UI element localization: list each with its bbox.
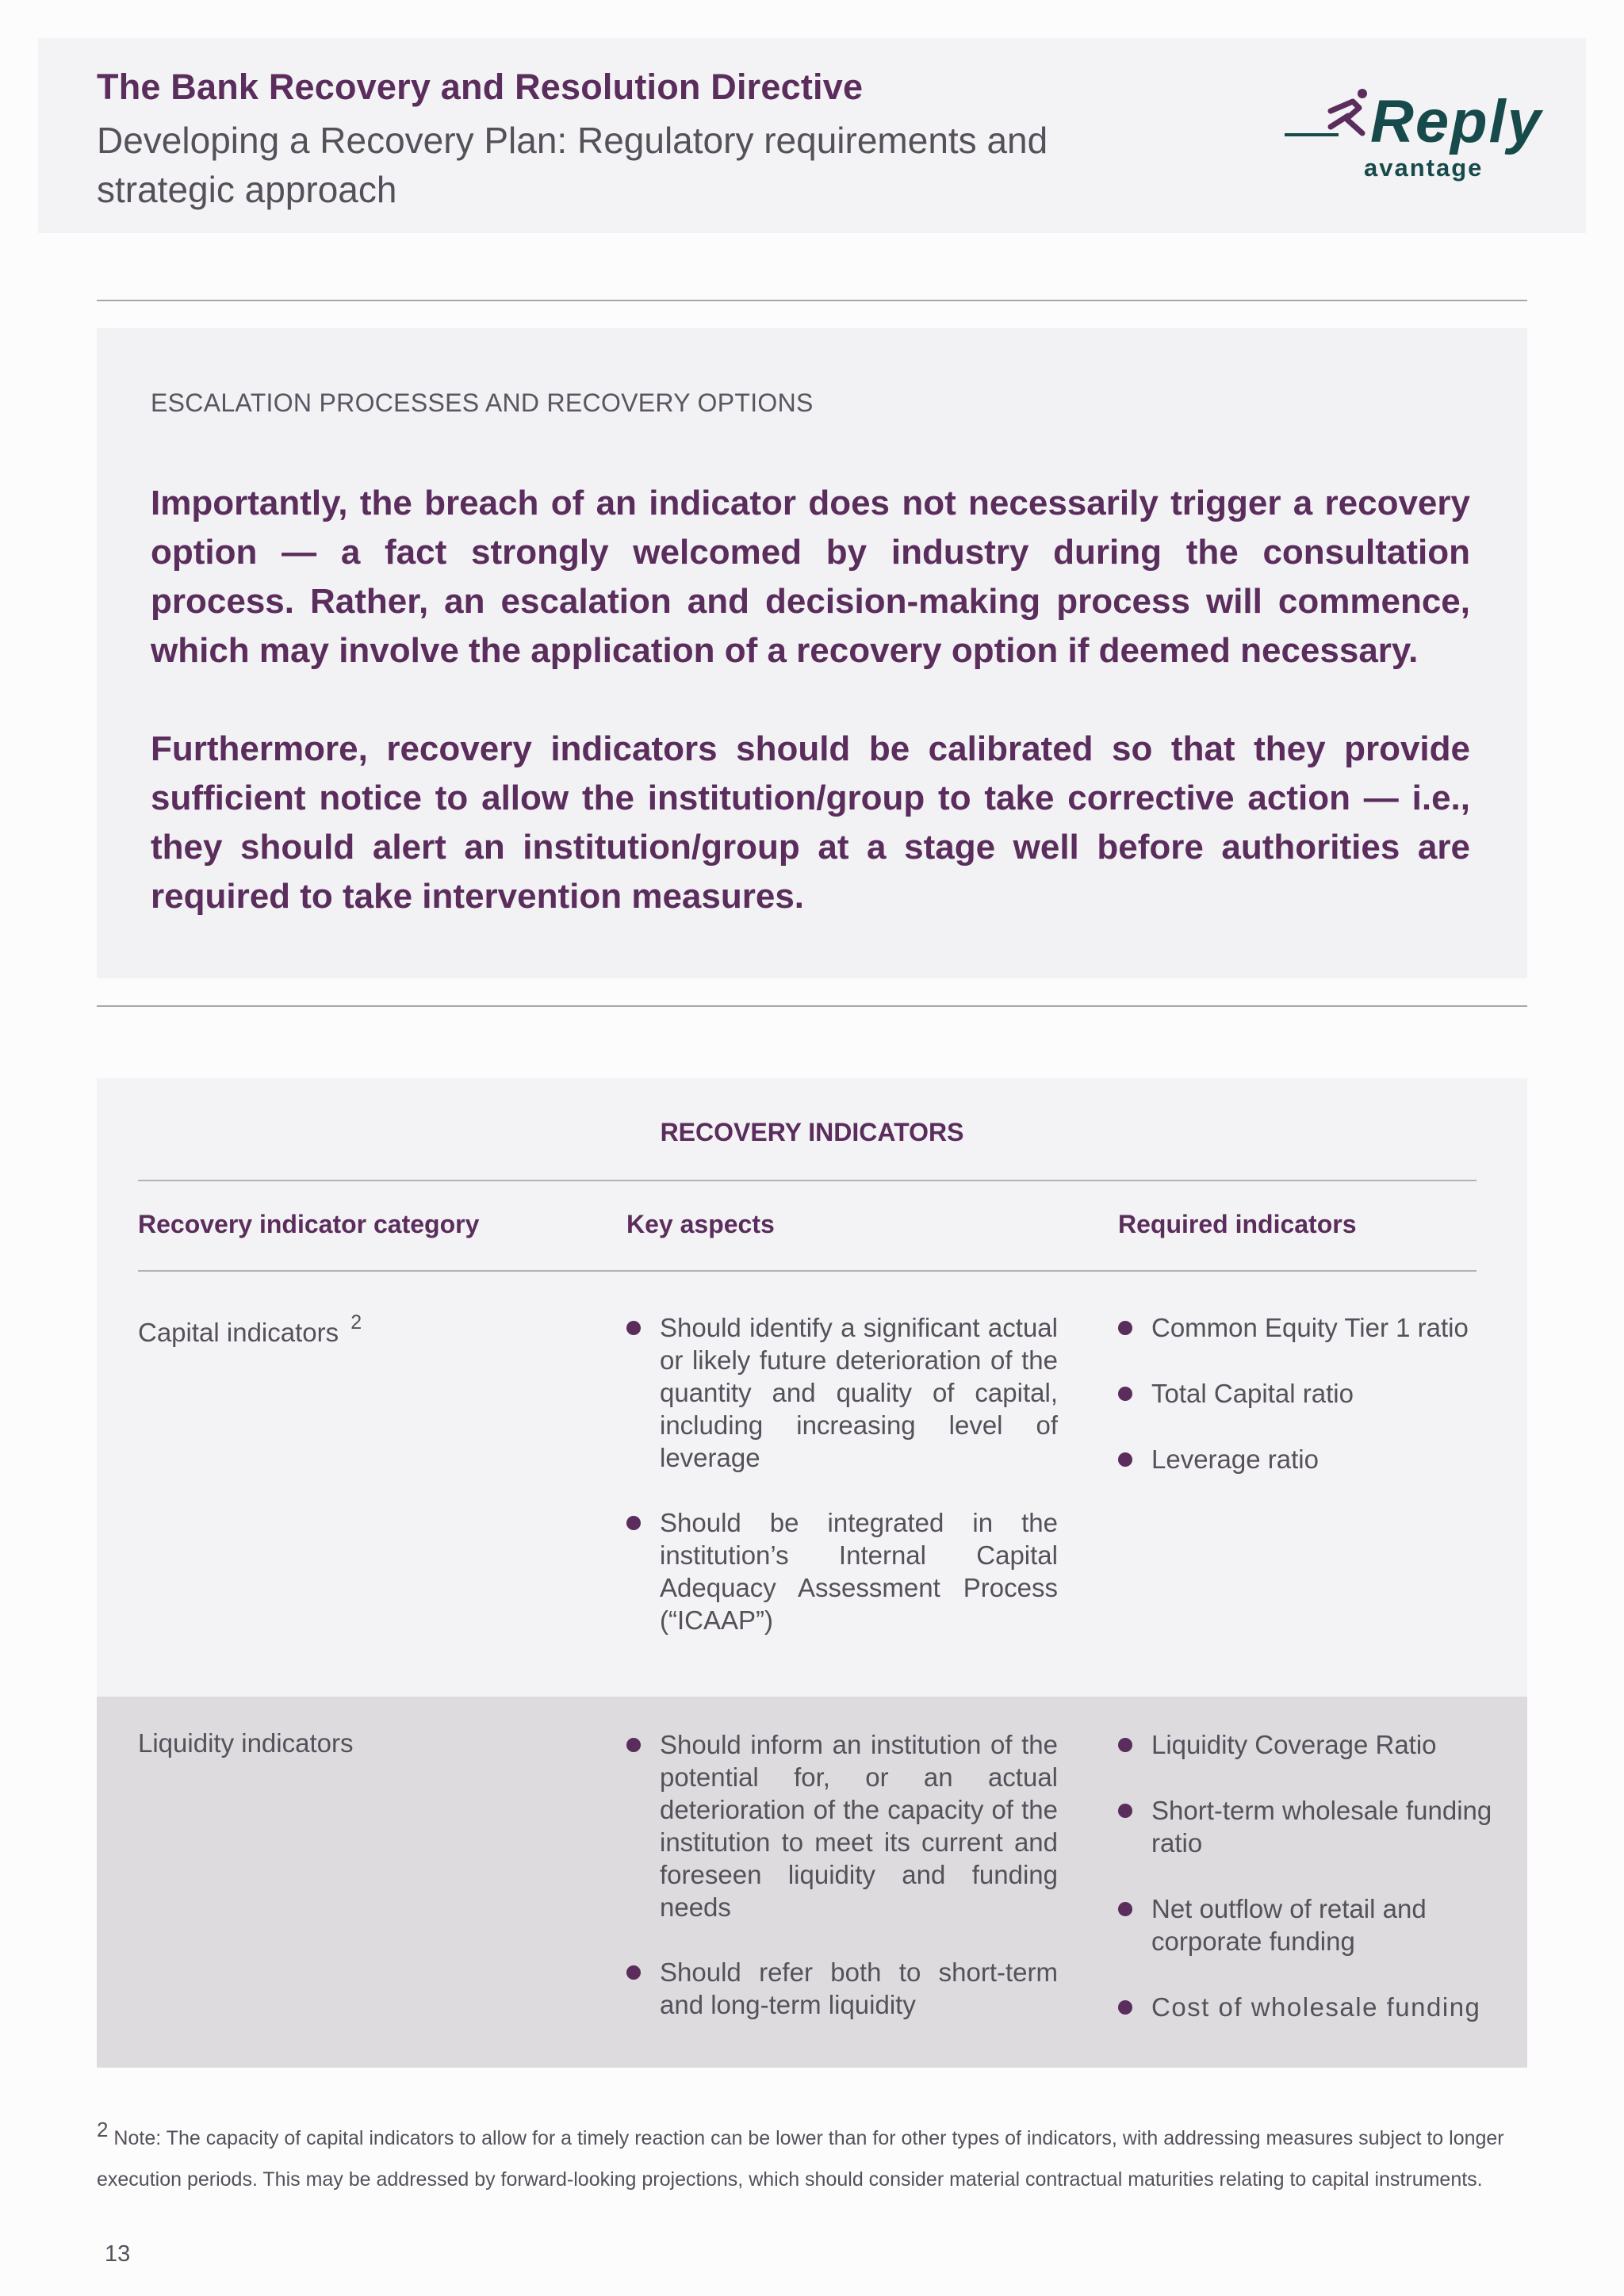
category-label: Capital indicators	[138, 1318, 339, 1347]
capital-required-indicators	[1118, 1311, 1483, 1475]
list-item: Leverage ratio	[1118, 1443, 1483, 1475]
document-title: The Bank Recovery and Resolution Directive	[97, 67, 864, 107]
section-divider-top	[97, 300, 1527, 301]
bullet-icon	[626, 1516, 641, 1530]
list-item: Liquidity Coverage Ratio	[1118, 1728, 1610, 1761]
row-category-liquidity: Liquidity indicators	[138, 1728, 354, 1758]
liquidity-key-aspects	[626, 1728, 1058, 2021]
liquidity-required-indicators	[1118, 1728, 1610, 2023]
table-header-top-rule	[138, 1180, 1477, 1181]
column-header-key-aspects: Key aspects	[626, 1210, 775, 1238]
escalation-panel	[97, 328, 1527, 978]
escalation-heading: ESCALATION PROCESSES AND RECOVERY OPTIONS	[151, 388, 814, 417]
bullet-icon	[1118, 1452, 1132, 1467]
escalation-paragraph-1: Importantly, the breach of an indicator does not necessarily trigger a recovery option — a fact strongly welcomed by industry during the consultation process. Rather, an escalation and decision-making process will commence, which may involve the application of a recovery option if deemed necessary.	[151, 484, 1470, 670]
list-item: Should inform an institution of the potential for, or an actual deterioration of the capacity of the institution to meet its current and foreseen liquidity and funding needs	[626, 1728, 1058, 1923]
bullet-icon	[1118, 1738, 1132, 1752]
row-category-capital	[138, 1311, 362, 1348]
document-subtitle: Developing a Recovery Plan: Regulatory requirements and strategic approach	[97, 120, 1048, 210]
list-item: Short-term wholesale funding ratio	[1118, 1794, 1500, 1859]
runner-logo-icon	[1283, 87, 1378, 143]
bullet-icon	[626, 1965, 641, 1980]
footnote-text: Note: The capacity of capital indicators to allow for a timely reaction can be lower than for other types of indicators, with addressing measures subject to longer execution periods. This may be addressed by forward-looking projections, which should consider material contractual maturities relating to capital instruments.	[97, 2127, 1504, 2191]
reply-avantage-logo	[1283, 87, 1542, 190]
logo-wordmark: Reply	[1370, 88, 1542, 155]
table-row-liquidity	[97, 1697, 1527, 2068]
footnote-mark: 2	[97, 2118, 109, 2141]
bullet-icon	[626, 1738, 641, 1752]
section-divider-bottom	[97, 1005, 1527, 1007]
table-title: RECOVERY INDICATORS	[660, 1118, 964, 1146]
list-item: Net outflow of retail and corporate funding	[1118, 1892, 1500, 1957]
bullet-icon	[1118, 1387, 1132, 1401]
page-number: 13	[105, 2241, 131, 2267]
escalation-paragraph-2: Furthermore, recovery indicators should be calibrated so that they provide sufficient notice to allow the institution/group to take corrective action — i.e., they should alert an institution/group at a stage well before authorities are required to take intervention measures.	[151, 729, 1470, 916]
logo-subword: avantage	[1364, 154, 1484, 182]
bullet-icon	[626, 1321, 641, 1335]
document-header	[38, 38, 1586, 233]
footnote	[97, 2109, 1532, 2200]
bullet-icon	[1118, 1804, 1132, 1818]
column-header-category: Recovery indicator category	[138, 1210, 480, 1238]
list-item: Cost of wholesale funding	[1118, 1991, 1610, 2023]
bullet-icon	[1118, 1321, 1132, 1335]
capital-key-aspects	[626, 1311, 1058, 1636]
list-item: Should be integrated in the institution’s Internal Capital Adequacy Assessment Process (“ICAAP”)	[626, 1506, 1058, 1636]
column-header-required-indicators: Required indicators	[1118, 1210, 1357, 1238]
bullet-icon	[1118, 2000, 1132, 2015]
bullet-icon	[1118, 1902, 1132, 1916]
table-header-bottom-rule	[138, 1270, 1477, 1272]
recovery-indicators-table	[97, 1078, 1527, 1697]
list-item: Total Capital ratio	[1118, 1377, 1483, 1410]
list-item: Should identify a significant actual or likely future deterioration of the quantity and quality of capital, including increasing level of leverage	[626, 1311, 1058, 1474]
list-item: Should refer both to short-term and long-term liquidity	[626, 1956, 1058, 2021]
list-item: Common Equity Tier 1 ratio	[1118, 1311, 1483, 1344]
footnote-ref: 2	[350, 1311, 362, 1334]
